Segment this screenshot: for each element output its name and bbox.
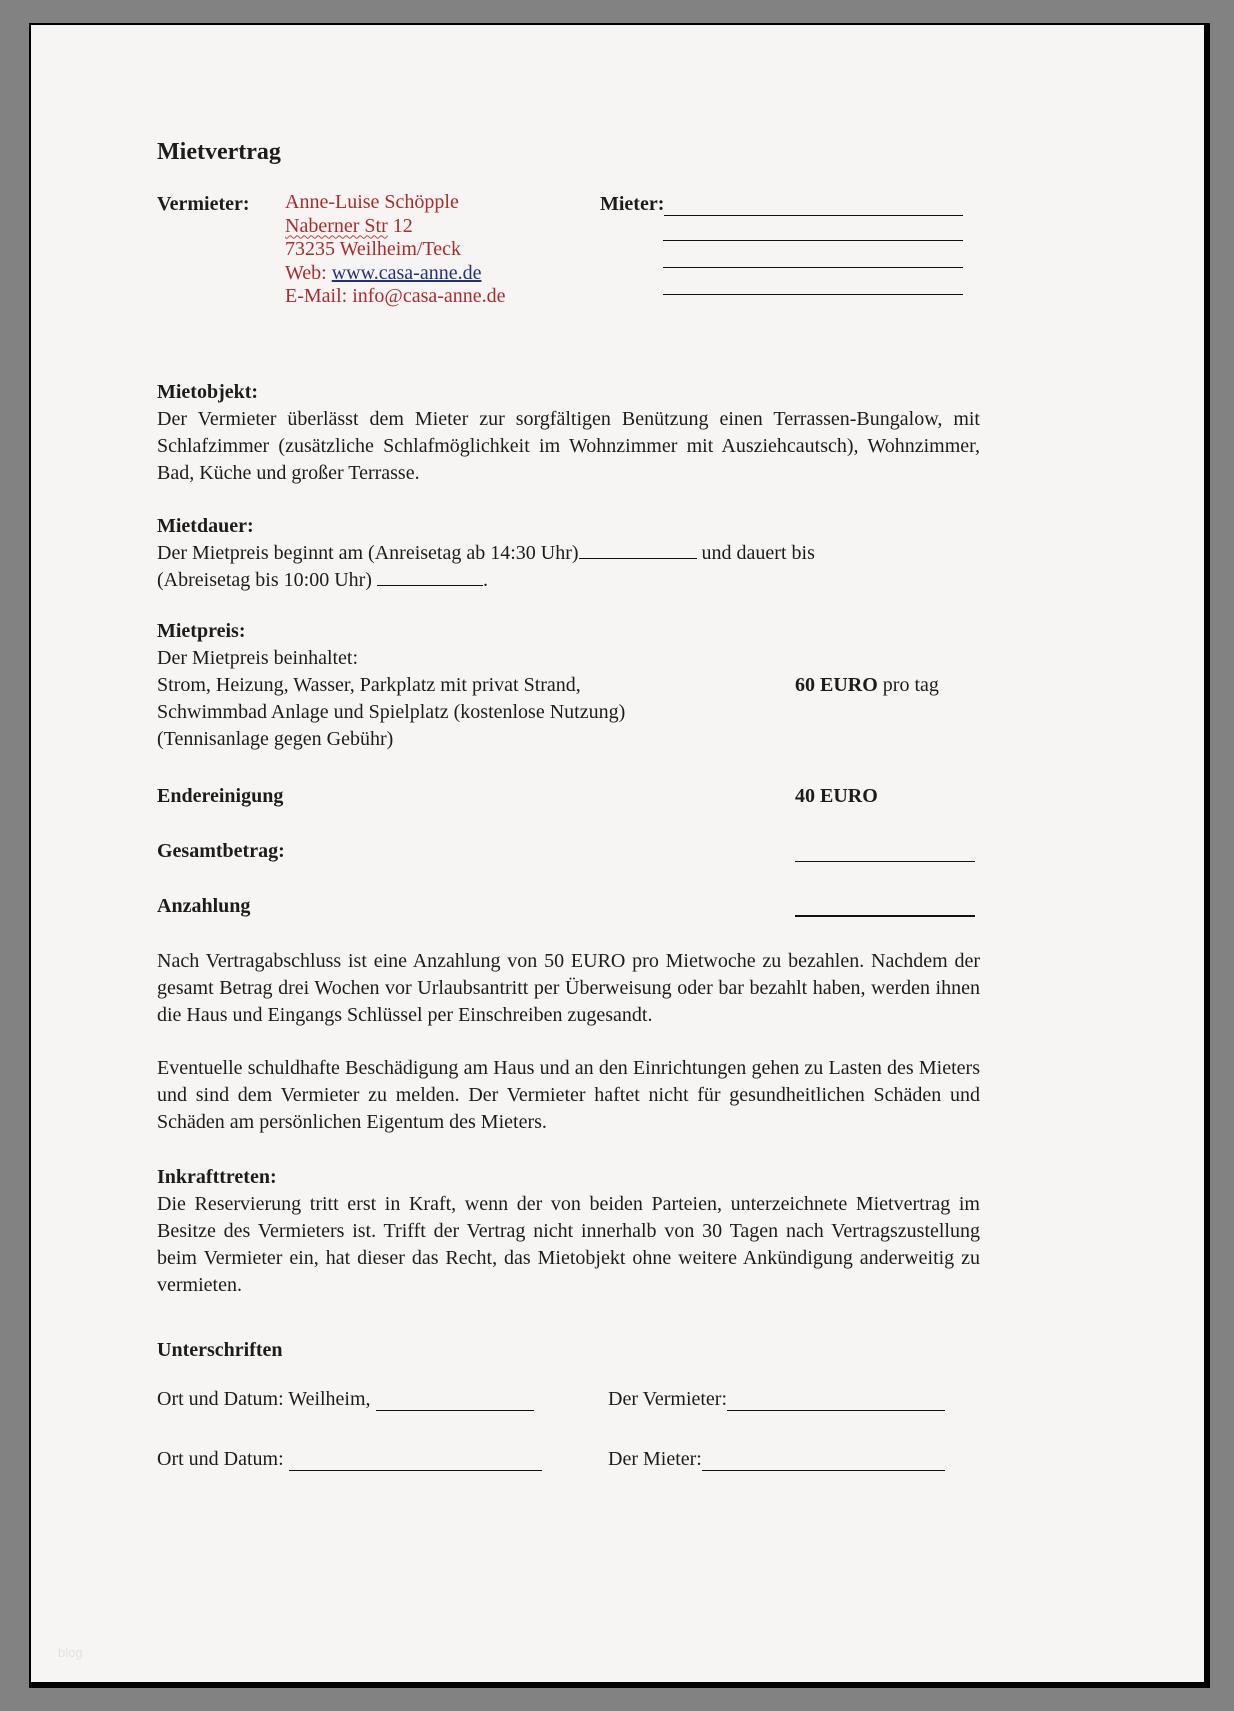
mieter-blank-line-4 <box>663 294 963 295</box>
mietpreis-line3: (Tennisanlage gegen Gebühr) <box>157 727 394 750</box>
vermieter-address-block <box>285 191 600 309</box>
price-per-day-value: 60 EURO <box>795 673 878 696</box>
mietpreis-line1: Strom, Heizung, Wasser, Parkplatz mit privat Strand, <box>157 673 581 696</box>
section-mietpreis <box>157 618 980 753</box>
mieter-label: Mieter: <box>600 193 665 215</box>
gesamtbetrag-blank-line <box>795 861 975 862</box>
section-mietdauer <box>157 513 980 594</box>
mieter-blank-row <box>663 272 963 299</box>
mieter-signature-label: Der Mieter: <box>608 1447 702 1470</box>
inkrafttreten-heading: Inkrafttreten: <box>157 1165 277 1188</box>
mietpreis-line2: Schwimmbad Anlage und Spielplatz (kostenlose Nutzung) <box>157 700 626 723</box>
mietdauer-line1-suffix: und dauert bis <box>696 541 815 564</box>
mieter-blank-row <box>663 218 963 245</box>
sig1-left <box>157 1386 608 1413</box>
email-label: E-Mail: <box>285 285 353 307</box>
mieter-blank-row <box>663 245 963 272</box>
parties-block <box>157 191 980 309</box>
watermark-text: blog <box>58 1645 83 1660</box>
signature-row-2 <box>157 1446 980 1473</box>
document-content <box>157 25 980 1473</box>
document-page <box>29 23 1210 1688</box>
mietpreis-heading: Mietpreis: <box>157 619 246 642</box>
mietdauer-line2-suffix: . <box>482 568 488 591</box>
mietobjekt-body: Der Vermieter überlässt dem Mieter zur sorgfältigen Benützung einen Terrassen-Bungalow, mit Schlafzimmer (zusätzliche Schlafmöglichkeit im Wohnzimmer mit Ausziehcautsch), Wohnzimmer, Bad, Küche und großer Terrasse. <box>157 407 980 484</box>
mietdauer-line1-text: Der Mietpreis beginnt am (Anreisetag ab 14:30 Uhr) <box>157 541 579 564</box>
vermieter-email-line <box>285 285 600 309</box>
mietpreis-line1-row <box>157 672 980 699</box>
mieter-label-row <box>600 191 963 218</box>
mieter-block <box>600 191 963 309</box>
price-per-day-unit: pro tag <box>877 673 939 696</box>
mietdauer-line1 <box>157 540 980 567</box>
vermieter-street-number: 12 <box>387 214 413 237</box>
mieter-blank-line-1 <box>664 195 963 216</box>
anzahlung-blank-line <box>795 915 975 917</box>
damage-terms-paragraph: Eventuelle schuldhafte Beschädigung am Haus und an den Einrichtungen gehen zu Lasten des Mieters und sind dem Vermieter zu melden. Der Vermieter haftet nicht für gesundheitlichen Schäden und Schäden am persönlichen Eigentum des Mieters. <box>157 1056 980 1133</box>
document-title: Mietvertrag <box>157 139 281 165</box>
sig1-right <box>608 1386 945 1413</box>
anreisetag-blank <box>579 542 697 559</box>
signature-row-1 <box>157 1386 980 1413</box>
sig2-left <box>157 1446 608 1473</box>
mietdauer-line2-text: (Abreisetag bis 10:00 Uhr) <box>157 568 377 591</box>
endereinigung-price: 40 EURO <box>795 784 878 807</box>
mietdauer-heading: Mietdauer: <box>157 514 254 537</box>
mietpreis-intro: Der Mietpreis beinhaltet: <box>157 646 359 669</box>
gesamtbetrag-row <box>157 838 980 865</box>
anzahlung-terms-paragraph: Nach Vertragabschluss ist eine Anzahlung von 50 EURO pro Mietwoche zu bezahlen. Nachdem der gesamt Betrag drei Wochen vor Urlaubsantritt per Überweisung oder bar bezahlt haben, werden ihnen die Haus und Eingangs Schlüssel per Einschreiben zugesandt. <box>157 949 980 1026</box>
section-mietobjekt <box>157 379 980 487</box>
vermieter-name: Anne-Luise Schöpple <box>285 191 459 213</box>
unterschriften-heading: Unterschriften <box>157 1338 283 1361</box>
inkrafttreten-body: Die Reservierung tritt erst in Kraft, wenn der von beiden Parteien, unterzeichnete Mietvertrag im Besitze des Vermieters ist. Trifft der Vertrag nicht innerhalb von 30 Tagen nach Vertragszustellung beim Vermieter ein, hat dieser das Recht, das Mietobjekt ohne weitere Ankündigung anderweitig zu vermieten. <box>157 1192 980 1296</box>
anzahlung-row <box>157 893 980 920</box>
gesamtbetrag-label: Gesamtbetrag: <box>157 839 285 862</box>
ort-datum-1-blank <box>376 1390 534 1411</box>
mietobjekt-heading: Mietobjekt: <box>157 380 259 403</box>
section-inkrafttreten <box>157 1164 980 1299</box>
endereinigung-label: Endereinigung <box>157 784 284 807</box>
mieter-blank-line-3 <box>663 267 963 268</box>
vermieter-signature-blank <box>727 1390 945 1411</box>
ort-datum-2-blank <box>289 1450 542 1471</box>
web-link[interactable]: www.casa-anne.de <box>331 261 482 284</box>
endereinigung-row <box>157 783 980 810</box>
price-per-day <box>795 672 939 699</box>
vermieter-street-words: Naberner Str <box>285 214 388 237</box>
mietdauer-line2 <box>157 567 980 594</box>
email-value[interactable]: info@casa-anne.de <box>352 285 506 307</box>
ort-datum-weilheim-label: Ort und Datum: Weilheim, <box>157 1387 376 1410</box>
vermieter-street <box>285 215 600 239</box>
web-label: Web: <box>285 261 332 284</box>
vermieter-web-line <box>285 262 600 286</box>
mieter-blank-line-2 <box>663 240 963 241</box>
sig2-right <box>608 1446 945 1473</box>
vermieter-label: Vermieter: <box>157 193 250 215</box>
ort-datum-label: Ort und Datum: <box>157 1447 289 1470</box>
vermieter-signature-label: Der Vermieter: <box>608 1387 728 1410</box>
anzahlung-label: Anzahlung <box>157 894 251 917</box>
vermieter-city: 73235 Weilheim/Teck <box>285 238 462 260</box>
abreisetag-blank <box>377 569 483 586</box>
mieter-signature-blank <box>702 1450 945 1471</box>
